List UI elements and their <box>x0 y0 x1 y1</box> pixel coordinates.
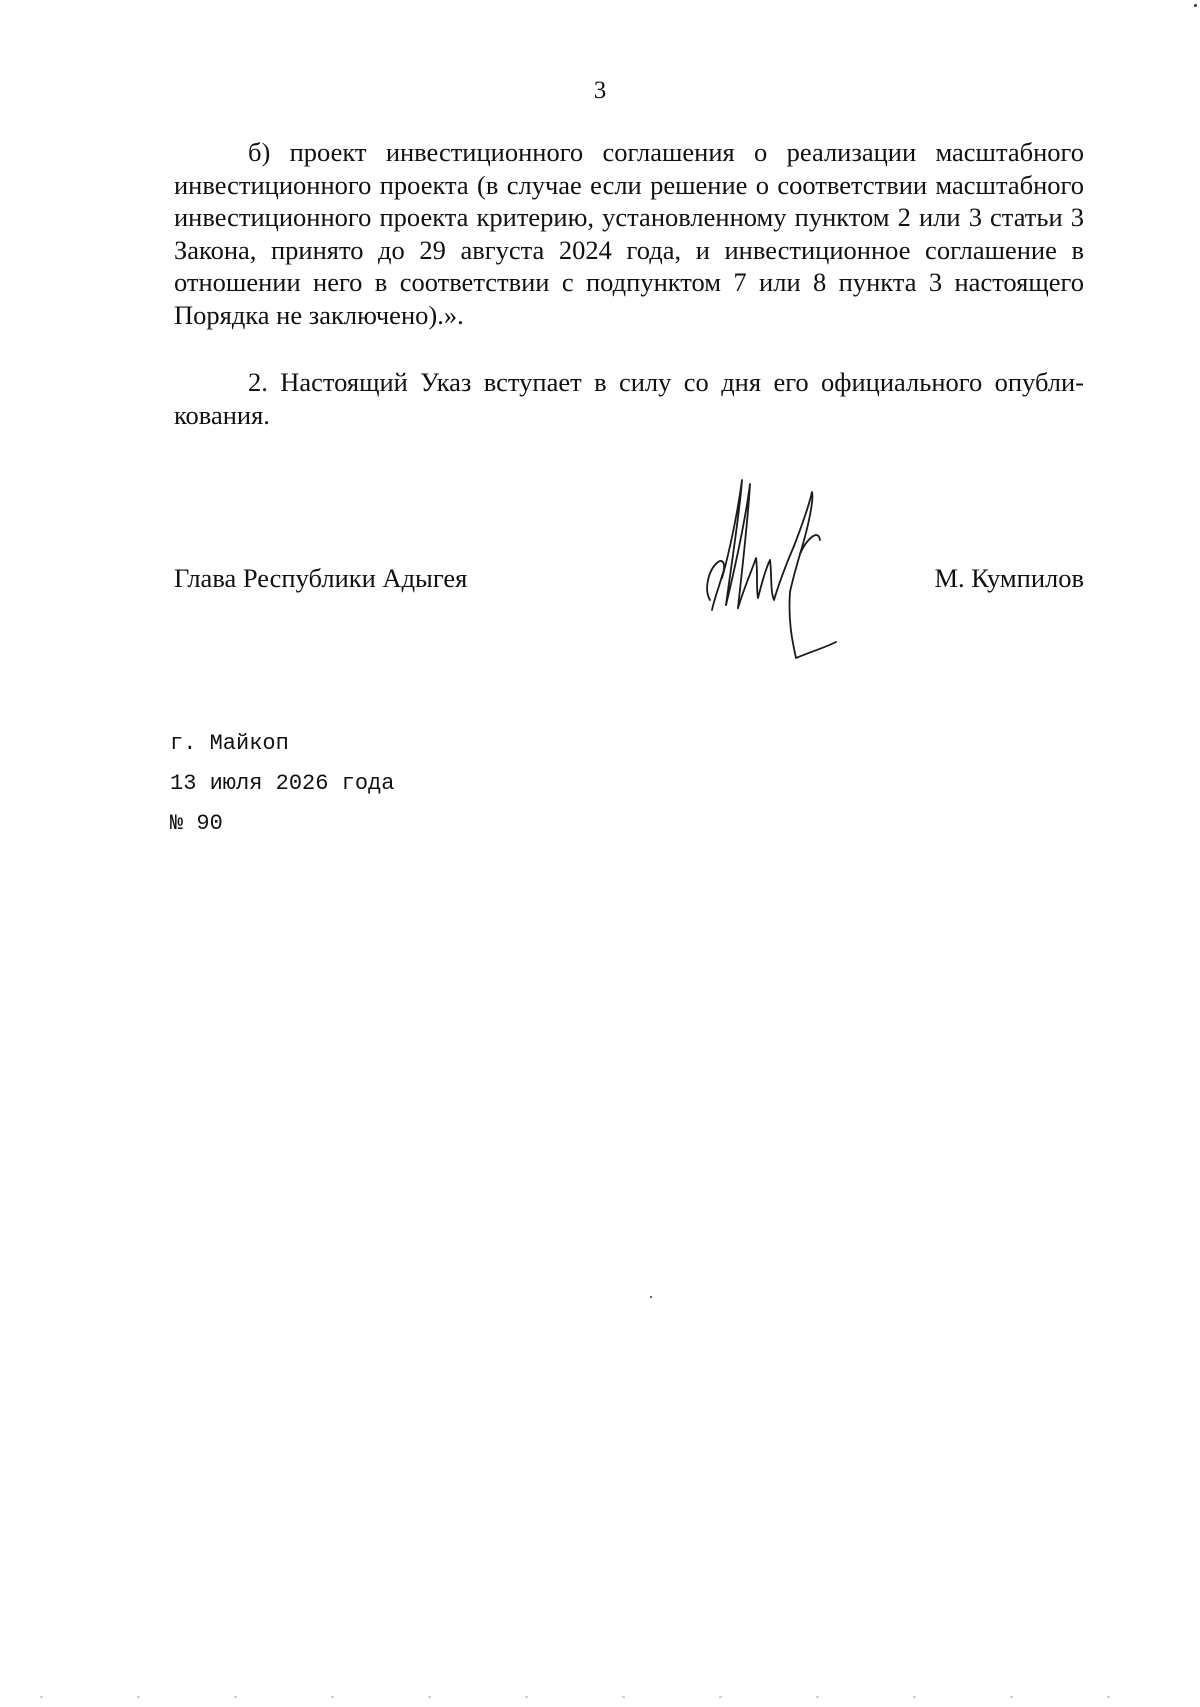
paragraph-item-b-text: б) проект инвестиционного соглашения о реализации масштабного инвестиционного проекта (в случае если решение о соответствии масштабного инвестиционного проекта критерию, установленному пунктом 2 или 3 статьи 3 Закона, принято до 29 августа 2024 года, и инвестиционное соглашение в отношении него в соответствии с подпунктом 7 или 8 пункта 3 настоящего Порядка не заключено).». <box>174 137 1084 330</box>
page-number: 3 <box>593 77 607 104</box>
issue-date: 13 июля 2026 года <box>170 771 395 796</box>
scan-speck <box>650 1296 652 1298</box>
signature-drawing <box>700 470 860 670</box>
scan-speck <box>1194 4 1197 7</box>
issue-place: г. Майкоп <box>170 731 289 756</box>
signer-name: М. Кумпилов <box>934 563 1084 593</box>
paragraph-item-b <box>174 136 1084 331</box>
handwritten-signature <box>700 470 860 670</box>
paragraph-item-2-text: 2. Настоящий Указ вступает в силу со дня его официального опубликования. <box>174 367 1084 430</box>
paragraph-item-2 <box>174 366 1084 431</box>
scan-edge-noise <box>40 1696 1160 1698</box>
issue-details <box>170 724 394 844</box>
signer-title: Глава Республики Адыгея <box>174 563 468 593</box>
issue-number: № 90 <box>170 811 223 836</box>
